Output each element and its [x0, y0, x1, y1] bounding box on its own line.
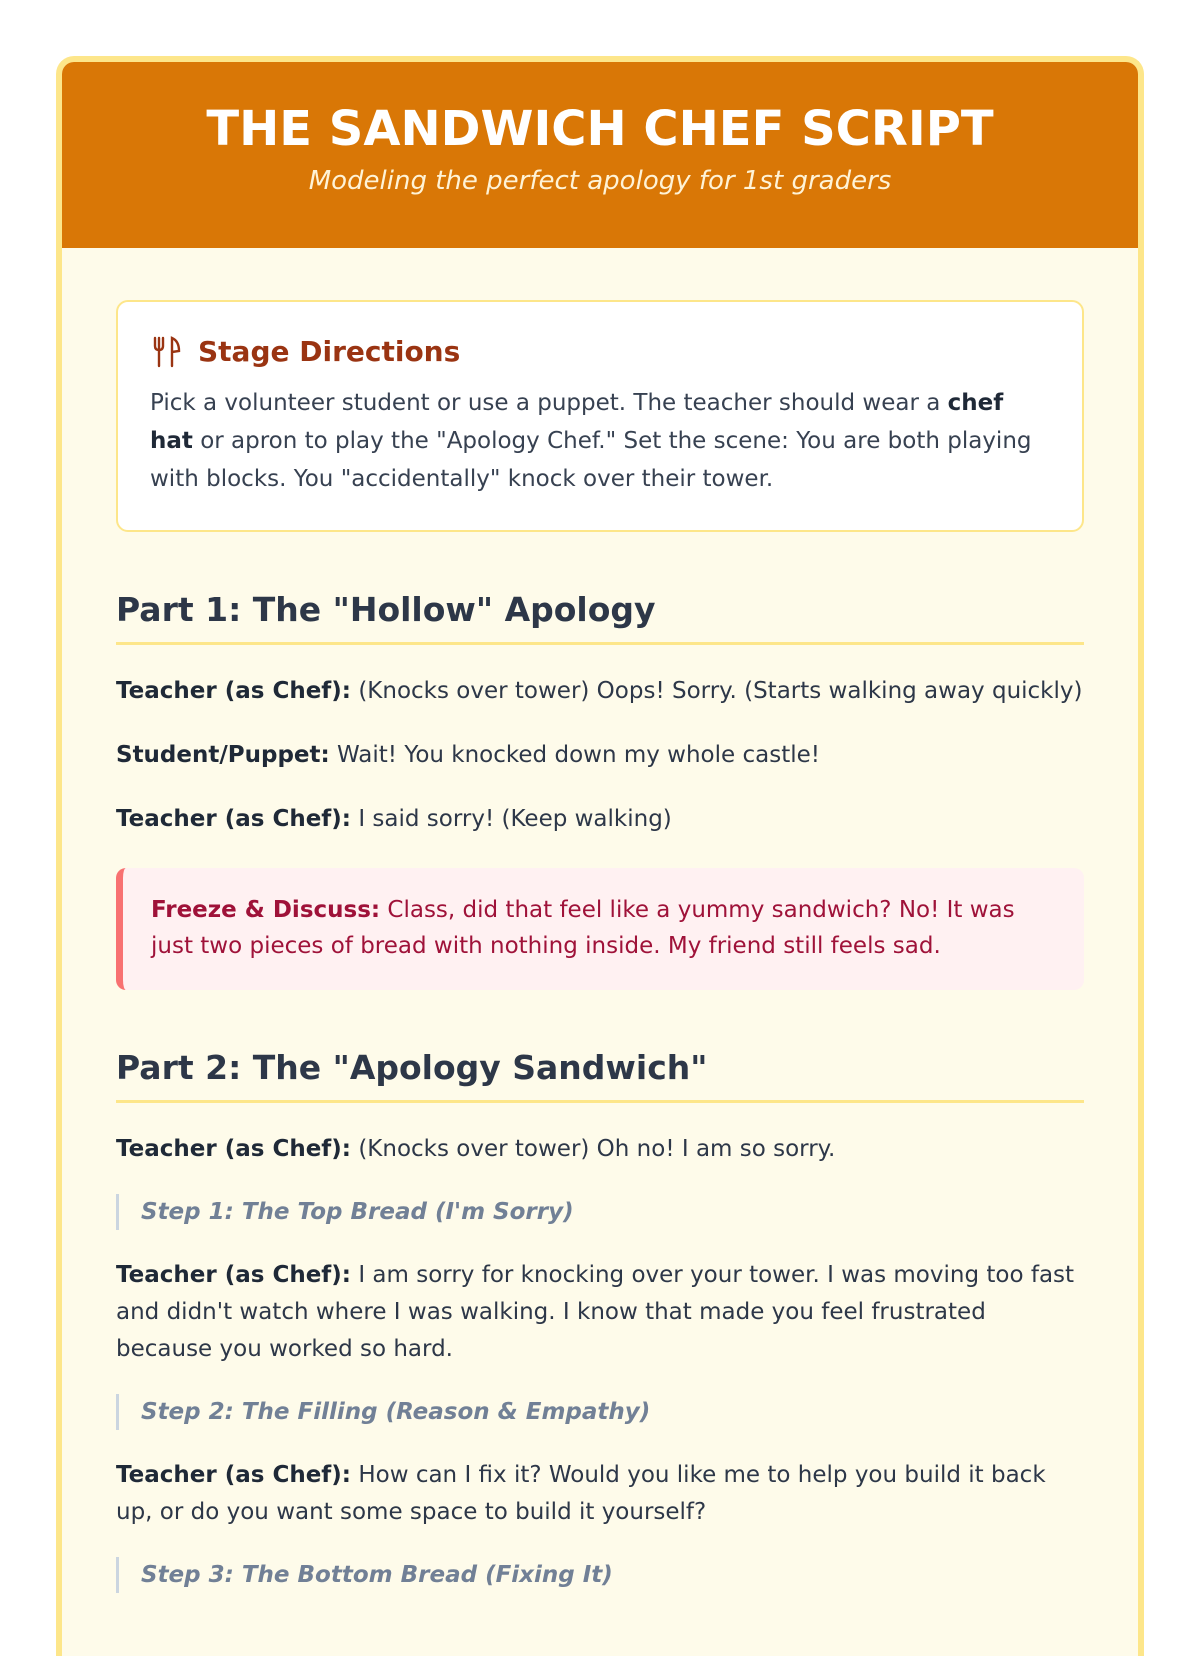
speaker: Student/Puppet:: [116, 742, 330, 768]
speaker: Teacher (as Chef):: [116, 1462, 352, 1488]
dialogue-line: [116, 1457, 1084, 1531]
dialogue-line: [116, 1131, 1084, 1168]
speaker: Teacher (as Chef):: [116, 1136, 352, 1162]
step-1-label: Step 1: The Top Bread (I'm Sorry): [116, 1194, 1084, 1230]
dialogue-text: I said sorry! (Keep walking): [351, 806, 672, 832]
page-subtitle: Modeling the perfect apology for 1st graders: [308, 166, 892, 196]
script-card: [56, 56, 1144, 1656]
page-title: THE SANDWICH CHEF SCRIPT: [206, 101, 994, 157]
speaker: Teacher (as Chef):: [116, 678, 352, 704]
stage-directions-text: [150, 384, 1050, 498]
stage-text-part: Pick a volunteer student or use a puppet. The teacher should wear a: [150, 390, 948, 416]
dialogue-text: Wait! You knocked down my whole castle!: [329, 742, 820, 768]
dialogue-line: [116, 673, 1084, 710]
step-3-label: Step 3: The Bottom Bread (Fixing It): [116, 1557, 1084, 1593]
dialogue-text: I am sorry for knocking over your tower. I was moving too fast and didn't watch where I was walking. I know that made you feel frustrated because you worked so hard.: [116, 1262, 1075, 1362]
stage-directions-box: [116, 300, 1084, 532]
dialogue-line: [116, 737, 1084, 774]
freeze-label: Freeze & Discuss:: [151, 897, 381, 923]
speaker: Teacher (as Chef):: [116, 1262, 352, 1288]
freeze-discuss-callout: [116, 868, 1084, 990]
speaker: Teacher (as Chef):: [116, 806, 352, 832]
dialogue-text: (Knocks over tower) Oops! Sorry. (Starts walking away quickly): [351, 678, 1083, 704]
part-1-title: Part 1: The "Hollow" Apology: [116, 588, 1084, 645]
dialogue-line: [116, 1257, 1084, 1368]
fork-knife-icon: [150, 335, 184, 369]
stage-text-part: or apron to play the "Apology Chef." Set the scene: You are both playing with blocks. You "accidentally" knock over their tower.: [150, 428, 1032, 492]
dialogue-text: (Knocks over tower) Oh no! I am so sorry.: [351, 1136, 836, 1162]
dialogue-text: How can I fix it? Would you like me to help you build it back up, or do you want some space to build it yourself?: [116, 1462, 1046, 1525]
freeze-text: Class, did that feel like a yummy sandwich? No! It was just two pieces of bread with nothing inside. My friend still feels sad.: [151, 897, 1015, 959]
stage-directions-heading: [150, 332, 1050, 372]
header-banner: [62, 62, 1138, 248]
step-2-label: Step 2: The Filling (Reason & Empathy): [116, 1394, 1084, 1430]
stage-directions-title: Stage Directions: [198, 335, 461, 368]
stage-text-bold: chef hat: [150, 390, 1004, 454]
part-2-title: Part 2: The "Apology Sandwich": [116, 1046, 1084, 1103]
dialogue-line: [116, 801, 1084, 838]
script-content: [62, 248, 1138, 1593]
